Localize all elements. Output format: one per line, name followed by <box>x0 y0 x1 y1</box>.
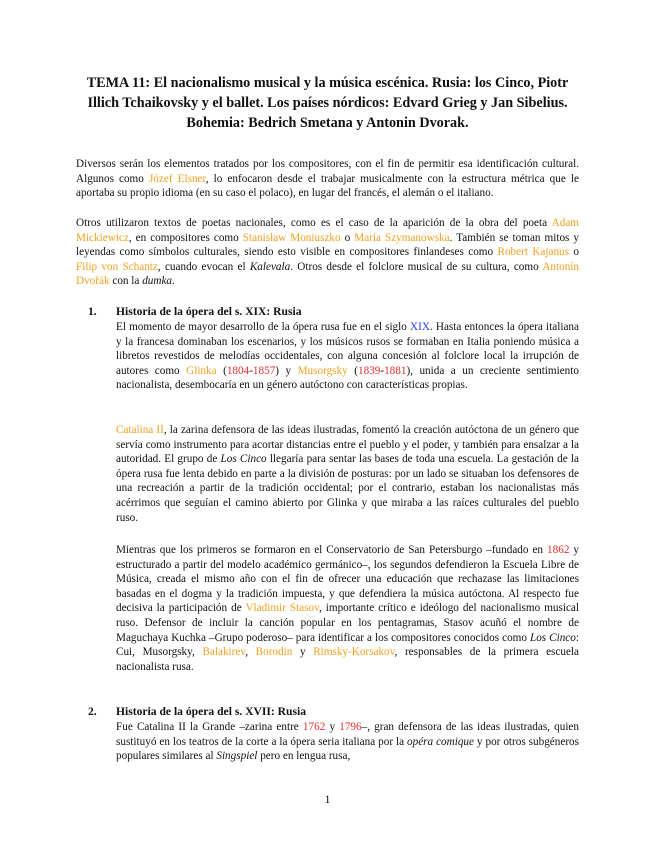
link-year-1762[interactable]: 1762 <box>302 721 326 733</box>
text-run: Otros utilizaron textos de poetas nacionales, como es el caso de la aparición de la obra del poeta <box>76 217 552 229</box>
link-musorgsky[interactable]: Musorgsky <box>297 364 348 377</box>
text-run: . <box>172 275 175 288</box>
link-filip-von-schantz[interactable]: Filip von Schantz <box>76 260 158 273</box>
text-run: o <box>340 231 355 244</box>
link-jozef-elsner[interactable]: Józef Elsner <box>148 172 206 185</box>
text-run: . Hasta entonces la ópera italiana y la francesa dominaban los escenarios, y los músicos rusos se formaban en Italia poniendo música a libretos revestidos de melodías occidentales, con alguna concesión al folclore local la irrupción de autores como <box>116 321 579 377</box>
link-catalina-ii[interactable]: Catalina II <box>116 424 164 436</box>
text-run: , la zarina defensora de las ideas ilustradas, fomentó la creación autóctona de un género que servía como instrumento para acortar distancias entre el pueblo y el poder, y también para ensalzar a la autoridad. El grupo de <box>116 424 580 466</box>
link-siglo-xix[interactable]: XIX <box>410 321 430 333</box>
link-year-1862[interactable]: 1862 <box>547 544 570 556</box>
section-1-paragraph-2 <box>116 423 579 525</box>
section-heading: Historia de la ópera del s. XIX: Rusia <box>116 305 302 318</box>
text-run: , lo enfocaron desde el trabajar musicalmente con la estructura métrica que le aportaba su propio idioma (en su caso el polaco), en lugar del francés, el alemán o el italiano. <box>76 172 579 200</box>
text-run: pero en lengua rusa, <box>257 750 351 763</box>
text-run: , importante crítico e ideólogo del nacionalismo musical ruso. Defensor de incluir la canción popular en los pentagramas, Stasov acuñó el nombre de Maguchaya Kuchka –Grupo poderoso– para identificar a los compositores conocidos como <box>116 602 579 644</box>
link-adam-mickiewicz[interactable]: Adam Mickiewicz <box>76 217 579 244</box>
text-run: Diversos serán los elementos tratados por los compositores, con el fin de permitir esa identificación cultural. Algunos como <box>76 158 579 185</box>
text-run: El momento de mayor desarrollo de la ópera rusa fue en el siglo <box>116 321 411 333</box>
intro-paragraph-2 <box>76 216 579 289</box>
document-title: TEMA 11: El nacionalismo musical y la música escénica. Rusia: los Cinco, Piotr Illich Tchaikovsky y el ballet. Los países nórdicos: Edvard Grieg y Jan Sibelius. Bohemia: Bedrich Smetana y Antonin Dvorak. <box>86 75 569 131</box>
page-number: 1 <box>324 792 331 806</box>
section-number: 1. <box>88 305 97 318</box>
link-year-1857[interactable]: 1857 <box>252 364 276 377</box>
link-balakirev[interactable]: Balakirev <box>202 646 246 659</box>
section-1-paragraph-3 <box>116 543 579 674</box>
section-number: 2. <box>88 705 97 718</box>
link-maria-szymanowska[interactable]: Maria Szymanowska <box>354 231 450 244</box>
los-cinco-term: Los Cinco <box>220 453 267 466</box>
section-2-paragraph-1 <box>116 720 579 764</box>
link-glinka[interactable]: Glinka <box>186 364 217 377</box>
text-run: , <box>245 646 256 659</box>
text-run: . También se toman mitos y leyendas como símbolos culturales, siendo esto visible en compositores finlandeses como <box>76 231 579 259</box>
text-run: . Otros desde el folclore musical de su cultura, como <box>290 260 543 273</box>
section-heading: Historia de la ópera del s. XVII: Rusia <box>116 705 307 718</box>
text-run: , responsables de la primera escuela nacionalista rusa. <box>116 646 579 673</box>
text-run: y <box>292 646 314 659</box>
link-year-1881[interactable]: 1881 <box>384 364 407 377</box>
text-run: Mientras que los primeros se formaron en el Conservatorio de San Petersburgo –fundado en <box>116 544 548 556</box>
text-run: llegaría para sentar las bases de toda una escuela. La gestación de la ópera rusa fue lenta debido en parte a la división de posturas: por un lado se situaban los defensores de una recreación a partir de la tradición occidental; por el contrario, estaban los nacionalistas más acérrimos que seguían el camino abierto por Glinka y que miraba a las raíces culturales del pueblo ruso. <box>116 453 579 524</box>
opera-comique-term: opéra comique <box>407 735 474 748</box>
link-vladimir-stasov[interactable]: Vladimir Stasov <box>245 602 319 615</box>
text-run: y <box>325 721 340 733</box>
link-year-1796[interactable]: 1796 <box>339 721 362 733</box>
kalevala-term: Kalevala <box>249 260 291 273</box>
text-run: y estructurado a partir del modelo académico germánico–, los segundos defendieron la Escuela Libre de Música, creada el mismo año con el fin de ofrecer una educación que rechazase las limitaciones basadas en el dogma y la tradición impuesta, y que defendiera la música autóctona. Al respecto fue decisiva la participación de <box>116 544 579 615</box>
text-run: - <box>249 364 253 377</box>
intro-paragraph-1 <box>76 157 579 201</box>
link-borodin[interactable]: Borodin <box>255 646 293 659</box>
text-run: ) y <box>275 364 298 377</box>
section-1-paragraph-1 <box>116 320 579 393</box>
link-robert-kajanus[interactable]: Robert Kajanus <box>497 246 570 259</box>
text-run: , en compositores como <box>128 231 243 244</box>
text-run: o <box>569 246 580 259</box>
text-run: ( <box>347 364 358 377</box>
text-run: , cuando evocan el <box>157 260 250 273</box>
text-run: : Cui, Musorgsky, <box>116 631 579 659</box>
link-rimsky-korsakov[interactable]: Rimsky-Korsakov <box>313 646 395 659</box>
text-run: ), unida a un creciente sentimiento nacionalista, desembocaría en un género autóctono con características propias. <box>116 364 579 392</box>
link-year-1804[interactable]: 1804 <box>226 364 250 377</box>
text-run: y por otros subgéneros populares similares al <box>116 735 579 763</box>
singspiel-term: Singspiel <box>216 750 258 763</box>
link-stanislaw-moniuszko[interactable]: Stanisław Moniuszko <box>242 231 341 244</box>
text-run: –, gran defensora de las ideas ilustradas, quien sustituyó en los teatros de la corte a la ópera seria italiana por la <box>116 721 579 748</box>
los-cinco-term: Los Cinco <box>529 631 576 644</box>
link-antonin-dvorak[interactable]: Antonín Dvořák <box>76 260 579 288</box>
text-run: Fue Catalina II la Grande –zarina entre <box>116 721 303 733</box>
dumka-term: dumka <box>142 275 173 288</box>
text-run: ( <box>216 364 227 377</box>
text-run: - <box>380 364 385 377</box>
text-run: con la <box>109 275 143 288</box>
link-year-1839[interactable]: 1839 <box>357 364 381 377</box>
